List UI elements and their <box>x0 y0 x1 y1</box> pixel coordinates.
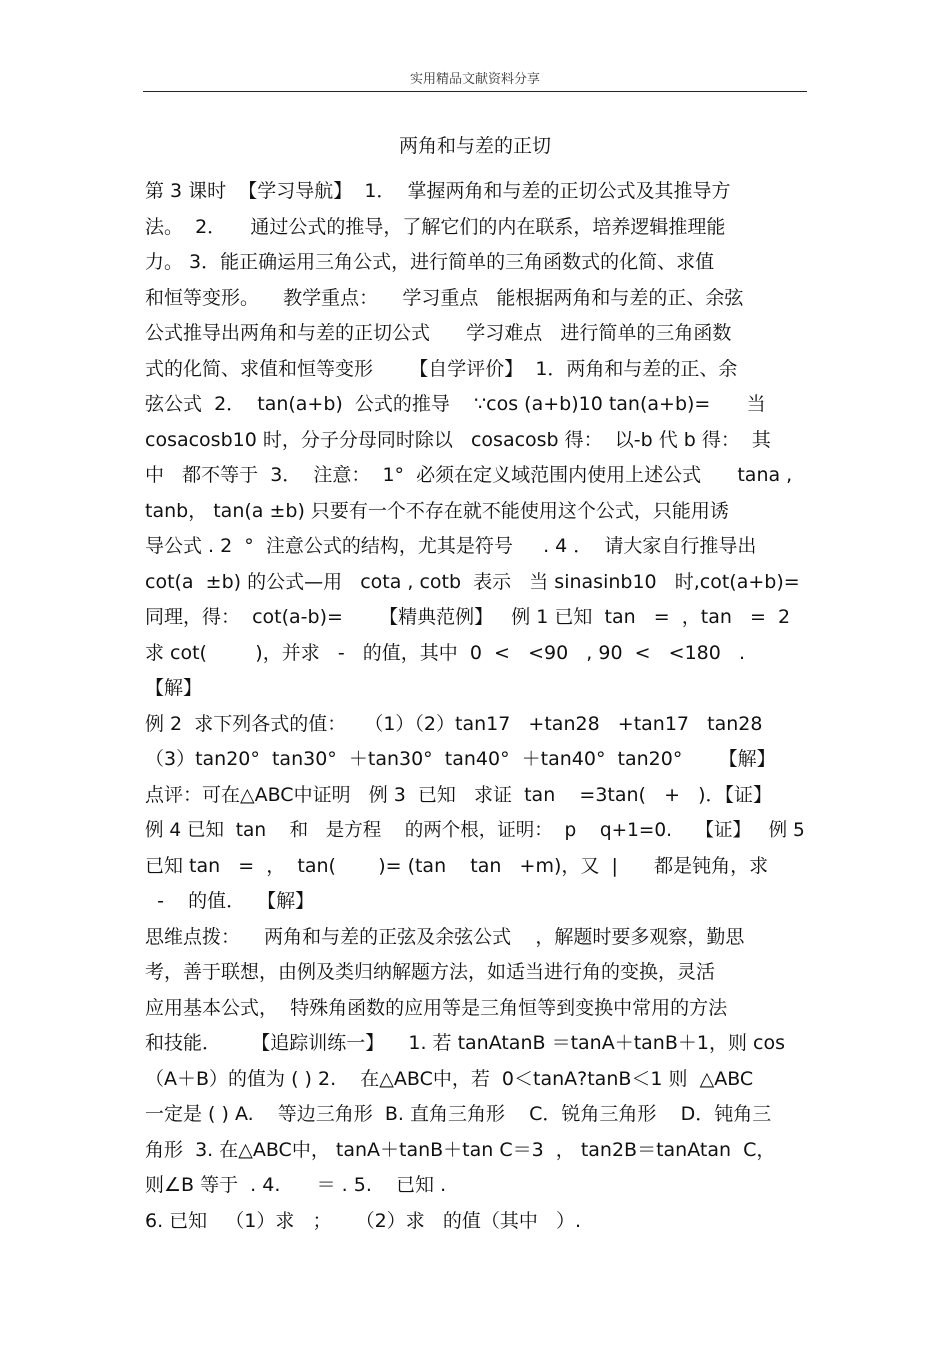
text-line: 和技能． 【追踪训练一】 1. 若 tanAtanB ＝tanA＋tanB＋1，则 cos <box>145 1032 785 1054</box>
text-line: 角形 3. 在△ABC中， tanA＋tanB＋tan C＝3 ， tan2B＝tanAtan C， <box>145 1138 776 1161</box>
header-rule <box>143 91 807 92</box>
text-line: cot(a ±b) 的公式—用 cota , cotb 表示 当 sinasinb10 时,cot(a+b)= <box>145 570 800 593</box>
text-line: 一定是 ( ) A. 等边三角形 B. 直角三角形 C．锐角三角形 D．钝角三 <box>145 1103 772 1125</box>
text-line: 和恒等变形。 教学重点： 学习重点 能根据两角和与差的正、余弦 <box>145 286 744 309</box>
document-title: 两角和与差的正切 <box>398 135 551 157</box>
text-line: 导公式 . 2 ° 注意公式的结构，尤其是符号 . 4 ． 请大家自行推导出 <box>145 535 757 557</box>
text-line: 公式推导出两角和与差的正切公式 学习难点 进行简单的三角函数 <box>145 322 732 344</box>
text-line: 则∠B 等于 . 4. ＝ . 5. 已知 . <box>145 1174 447 1196</box>
text-line: 例 4 已知 tan 和 是方程 的两个根，证明： p q+1=0. 【证】 例 5 <box>145 820 805 841</box>
text-line: 已知 tan = ， tan( )= (tan tan +m)，又 | 都是钝角，求 <box>145 854 769 877</box>
text-line: 思维点拨： 两角和与差的正弦及余弦公式 ，解题时要多观察，勤思 <box>145 925 745 948</box>
text-line: 【解】 <box>145 677 203 699</box>
text-line: （3）tan20° tan30° ＋tan30° tan40° ＋tan40° tan20° 【解】 <box>145 748 776 770</box>
text-line: cosacosb10 时，分子分母同时除以 cosacosb 得： 以-b 代 b 得： 其 <box>145 428 771 451</box>
document-body <box>145 174 815 1239</box>
text-line: （A＋B）的值为 ( ) 2. 在△ABC中，若 0＜tanA?tanB＜1 则 △ABC <box>145 1067 754 1090</box>
text-line: 法。 2． 通过公式的推导，了解它们的内在联系，培养逻辑推理能 <box>145 215 726 238</box>
text-line: 求 cot( )，并求 - 的值，其中 0 < <90 , 90 < <180 . <box>145 641 746 664</box>
page-header: 实用精品文献资料分享 <box>409 72 540 87</box>
text-line: tanb， tan(a ±b) 只要有一个不存在就不能使用这个公式，只能用诱 <box>145 499 729 522</box>
text-line: 式的化简、求值和恒等变形 【自学评价】 1．两角和与差的正、余 <box>145 357 738 380</box>
text-line: 考，善于联想，由例及类归纳解题方法，如适当进行角的变换，灵活 <box>145 961 716 983</box>
text-line: 例 2 求下列各式的值： （1）（2）tan17 +tan28 +tan17 tan28 <box>145 712 763 735</box>
text-line: 应用基本公式， 特殊角函数的应用等是三角恒等到变换中常用的方法 <box>145 996 728 1019</box>
text-line: 点评：可在△ABC中证明 例 3 已知 求证 tan =3tan( + )．【证】 <box>145 783 773 806</box>
text-line: 6. 已知 （1）求 ； （2）求 的值（其中 ）. <box>145 1209 582 1232</box>
text-line: - 的值． 【解】 <box>145 890 315 912</box>
text-line: 弦公式 2． tan(a+b) 公式的推导 ∵cos (a+b)10 tan(a+b)= 当 <box>145 393 766 415</box>
text-line: 力。 3．能正确运用三角公式，进行简单的三角函数式的化简、求值 <box>145 251 715 273</box>
text-line: 第 3 课时 【学习导航】 1． 掌握两角和与差的正切公式及其推导方 <box>145 180 731 202</box>
text-line: 中 都不等于 3． 注意： 1° 必须在定义域范围内使用上述公式 tana , <box>145 464 793 486</box>
text-line: 同理，得： cot(a-b)= 【精典范例】 例 1 已知 tan = ，tan = 2 <box>145 606 791 628</box>
